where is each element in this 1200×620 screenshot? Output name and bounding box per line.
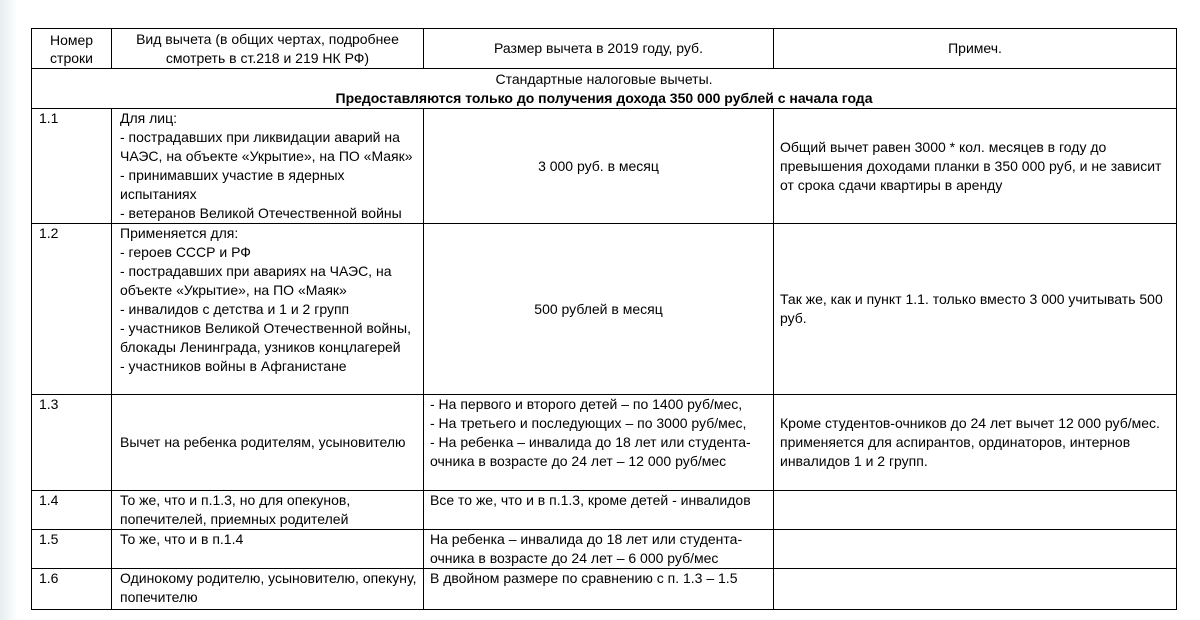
row-note bbox=[774, 530, 1177, 569]
row-note bbox=[774, 491, 1177, 530]
table-row bbox=[32, 109, 1177, 224]
row-deduction-type bbox=[112, 224, 424, 395]
row-amount-line: - На первого и второго детей – по 1400 руб/мес, bbox=[430, 396, 743, 412]
row-amount: 500 рублей в месяц bbox=[424, 224, 774, 395]
row-number: 1.1 bbox=[32, 109, 112, 224]
section-title: Стандартные налоговые вычеты. bbox=[495, 71, 713, 87]
row-desc-line: Применяется для: bbox=[120, 225, 239, 241]
row-number: 1.5 bbox=[32, 530, 112, 569]
section-subtitle: Предоставляются только до получения дохода 350 000 рублей с начала года bbox=[335, 90, 873, 106]
row-desc-line: - героев СССР и РФ bbox=[120, 244, 251, 260]
row-amount bbox=[424, 395, 774, 491]
row-number: 1.6 bbox=[32, 569, 112, 610]
row-number: 1.2 bbox=[32, 224, 112, 395]
row-amount: Все то же, что и в п.1.3, кроме детей - инвалидов bbox=[424, 491, 774, 530]
row-amount: На ребенка – инвалида до 18 лет или студента-очника в возрасте до 24 лет – 6 000 руб/мес bbox=[424, 530, 774, 569]
row-desc-line: - участников войны в Афганистане bbox=[120, 358, 347, 374]
row-note: Кроме студентов-очников до 24 лет вычет 12 000 руб/мес. применяется для аспирантов, ординаторов, интернов инвалидов 1 и 2 групп. bbox=[774, 395, 1177, 491]
row-deduction-type: То же, что и п.1.3, но для опекунов, попечителей, приемных родителей bbox=[112, 491, 424, 530]
row-amount: В двойном размере по сравнению с п. 1.3 – 1.5 bbox=[424, 569, 774, 610]
table-row bbox=[32, 569, 1177, 610]
deductions-table bbox=[31, 28, 1177, 610]
table-row bbox=[32, 491, 1177, 530]
deductions-table-sheet bbox=[31, 28, 1176, 610]
row-desc-line: - пострадавших при авариях на ЧАЭС, на объекте «Укрытие», на ПО «Маяк» bbox=[120, 263, 392, 298]
section-header-cell bbox=[32, 69, 1177, 109]
table-header-row bbox=[32, 29, 1177, 69]
row-number: 1.4 bbox=[32, 491, 112, 530]
row-amount: 3 000 руб. в месяц bbox=[424, 109, 774, 224]
header-note: Примеч. bbox=[774, 29, 1177, 69]
row-note bbox=[774, 569, 1177, 610]
section-header-row bbox=[32, 69, 1177, 109]
row-deduction-type bbox=[112, 109, 424, 224]
row-amount-line: - На ребенка – инвалида до 18 лет или студента-очника в возрасте до 24 лет – 12 000 руб/мес bbox=[430, 434, 751, 469]
table-row bbox=[32, 224, 1177, 395]
row-note: Общий вычет равен 3000 * кол. месяцев в году до превышения доходами планки в 350 000 руб, и не зависит от срока сдачи квартиры в аренду bbox=[774, 109, 1177, 224]
header-deduction-amount: Размер вычета в 2019 году, руб. bbox=[424, 29, 774, 69]
row-desc-line: - ветеранов Великой Отечественной войны bbox=[120, 205, 402, 221]
row-amount-line: - На третьего и последующих – по 3000 руб/мес, bbox=[430, 415, 747, 431]
row-desc-line: Для лиц: bbox=[120, 110, 178, 126]
row-note: Так же, как и пункт 1.1. только вместо 3 000 учитывать 500 руб. bbox=[774, 224, 1177, 395]
row-desc-line: - принимавших участие в ядерных испытаниях bbox=[120, 167, 345, 202]
row-deduction-type: Вычет на ребенка родителям, усыновителю bbox=[112, 395, 424, 491]
table-row bbox=[32, 395, 1177, 491]
row-number: 1.3 bbox=[32, 395, 112, 491]
row-desc-line: - инвалидов с детства и 1 и 2 групп bbox=[120, 301, 350, 317]
header-deduction-type: Вид вычета (в общих чертах, подробнее смотреть в ст.218 и 219 НК РФ) bbox=[112, 29, 424, 69]
row-desc-line: - пострадавших при ликвидации аварий на ЧАЭС, на объекте «Укрытие», на ПО «Маяк» bbox=[120, 129, 413, 164]
table-row bbox=[32, 530, 1177, 569]
header-row-number: Номер строки bbox=[32, 29, 112, 69]
row-desc-line: - участников Великой Отечественной войны, блокады Ленинграда, узников концлагерей bbox=[120, 320, 411, 355]
row-deduction-type: Одинокому родителю, усыновителю, опекуну, попечителю bbox=[112, 569, 424, 610]
scan-edge-shade bbox=[0, 0, 18, 620]
row-deduction-type: То же, что и в п.1.4 bbox=[112, 530, 424, 569]
